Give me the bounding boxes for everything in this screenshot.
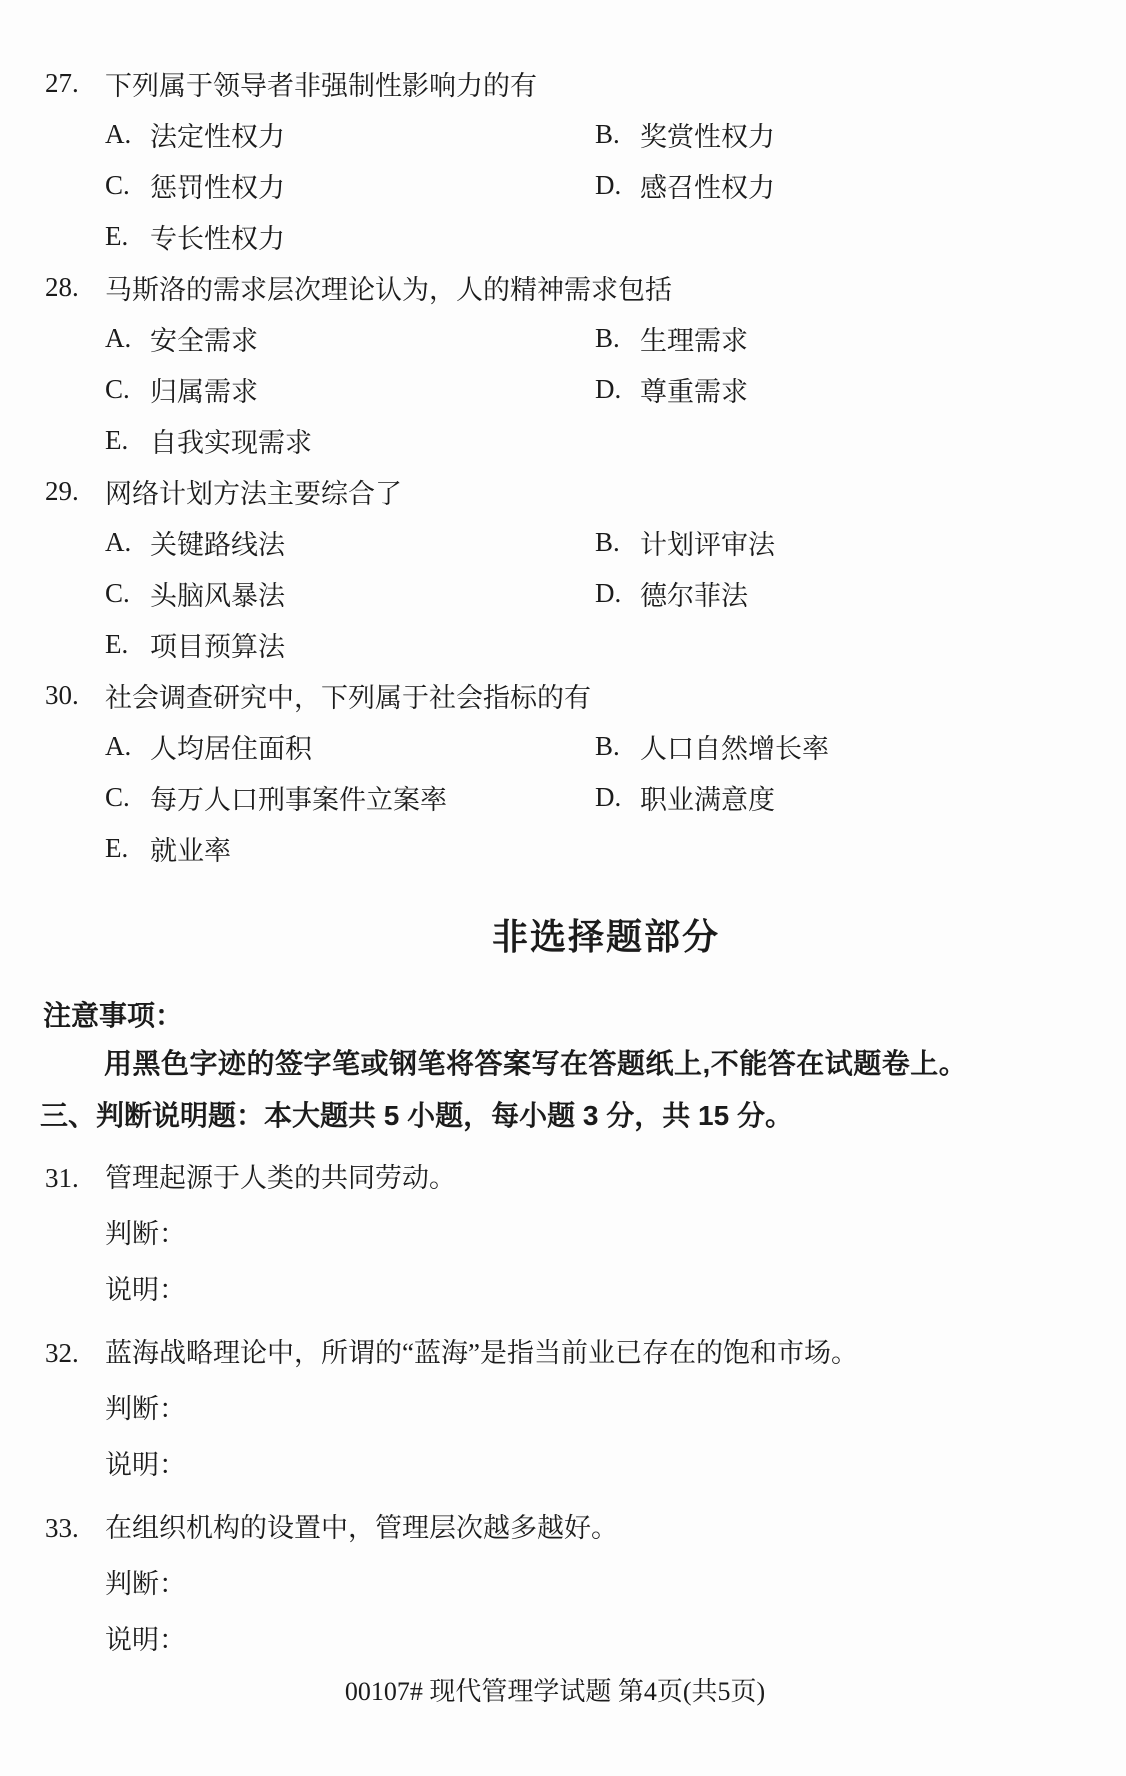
option-row bbox=[0, 109, 1126, 160]
option-text: 惩罚性权力 bbox=[150, 173, 285, 203]
option-text: 奖赏性权力 bbox=[640, 122, 775, 152]
question-stem: 社会调查研究中，下列属于社会指标的有 bbox=[105, 683, 591, 713]
question-stem-row bbox=[0, 1511, 1126, 1546]
option-label: E. bbox=[105, 629, 129, 659]
option-label: B. bbox=[595, 527, 620, 557]
section-heading: 非选择题部分 bbox=[491, 916, 720, 957]
option-c bbox=[105, 574, 595, 613]
question-number: 31. bbox=[45, 1163, 79, 1193]
question-stem: 蓝海战略理论中，所谓的“蓝海”是指当前业已存在的饱和市场。 bbox=[105, 1338, 858, 1368]
question-33 bbox=[0, 1511, 1126, 1658]
option-d bbox=[595, 370, 748, 409]
option-text: 归属需求 bbox=[150, 377, 258, 407]
option-text: 人口自然增长率 bbox=[640, 734, 829, 764]
question-30 bbox=[0, 670, 1126, 874]
option-label: C. bbox=[105, 782, 130, 812]
question-stem-row bbox=[0, 466, 1126, 517]
option-b bbox=[595, 523, 775, 562]
question-32 bbox=[0, 1336, 1126, 1483]
option-a bbox=[105, 115, 595, 154]
option-a bbox=[105, 727, 595, 766]
option-row bbox=[0, 721, 1126, 772]
question-stem-row bbox=[0, 1161, 1126, 1196]
question-number: 27. bbox=[45, 68, 79, 98]
question-27 bbox=[0, 58, 1126, 262]
option-text: 尊重需求 bbox=[640, 377, 748, 407]
option-label: D. bbox=[595, 170, 622, 200]
part-heading: 三、判断说明题：本大题共 5 小题，每小题 3 分，共 15 分。 bbox=[40, 1100, 793, 1131]
option-label: C. bbox=[105, 578, 130, 608]
option-text: 项目预算法 bbox=[150, 632, 285, 662]
option-text: 就业率 bbox=[150, 836, 231, 866]
option-label: E. bbox=[105, 221, 129, 251]
option-label: C. bbox=[105, 170, 130, 200]
option-text: 安全需求 bbox=[150, 326, 258, 356]
option-text: 人均居住面积 bbox=[150, 734, 312, 764]
option-a bbox=[105, 523, 595, 562]
question-stem: 网络计划方法主要综合了 bbox=[105, 479, 402, 509]
judge-label: 判断： bbox=[105, 1219, 186, 1249]
option-b bbox=[595, 319, 748, 358]
option-label: E. bbox=[105, 425, 129, 455]
option-label: A. bbox=[105, 119, 132, 149]
option-d bbox=[595, 778, 775, 817]
option-row bbox=[0, 415, 1126, 466]
option-row bbox=[0, 313, 1126, 364]
option-b bbox=[595, 115, 775, 154]
option-label: B. bbox=[595, 323, 620, 353]
option-row bbox=[0, 568, 1126, 619]
option-label: A. bbox=[105, 527, 132, 557]
option-text: 法定性权力 bbox=[150, 122, 285, 152]
option-text: 自我实现需求 bbox=[150, 428, 312, 458]
option-d bbox=[595, 574, 748, 613]
option-c bbox=[105, 778, 595, 817]
question-stem: 管理起源于人类的共同劳动。 bbox=[105, 1163, 456, 1193]
option-text: 计划评审法 bbox=[640, 530, 775, 560]
option-label: C. bbox=[105, 374, 130, 404]
question-stem-row bbox=[0, 58, 1126, 109]
option-text: 关键路线法 bbox=[150, 530, 285, 560]
option-label: B. bbox=[595, 731, 620, 761]
question-number: 33. bbox=[45, 1513, 79, 1543]
question-stem-row bbox=[0, 670, 1126, 721]
question-stem: 在组织机构的设置中，管理层次越多越好。 bbox=[105, 1513, 618, 1543]
option-row bbox=[0, 823, 1126, 874]
option-text: 头脑风暴法 bbox=[150, 581, 285, 611]
option-text: 德尔菲法 bbox=[640, 581, 748, 611]
option-row bbox=[0, 160, 1126, 211]
judge-label: 判断： bbox=[105, 1569, 186, 1599]
notice-title: 注意事项： bbox=[43, 1000, 184, 1031]
question-number: 28. bbox=[45, 272, 79, 302]
question-number: 29. bbox=[45, 476, 79, 506]
option-label: E. bbox=[105, 833, 129, 863]
question-number: 30. bbox=[45, 680, 79, 710]
option-text: 职业满意度 bbox=[640, 785, 775, 815]
option-row bbox=[0, 211, 1126, 262]
notice-body: 用黑色字迹的签字笔或钢笔将答案写在答题纸上,不能答在试题卷上。 bbox=[104, 1048, 968, 1079]
option-e bbox=[105, 421, 312, 460]
non-selection-section bbox=[0, 914, 1126, 1658]
option-row bbox=[0, 364, 1126, 415]
option-label: D. bbox=[595, 374, 622, 404]
option-d bbox=[595, 166, 775, 205]
option-text: 生理需求 bbox=[640, 326, 748, 356]
question-31 bbox=[0, 1161, 1126, 1308]
option-row bbox=[0, 619, 1126, 670]
question-29 bbox=[0, 466, 1126, 670]
page-footer: 00107# 现代管理学试题 第4页(共5页) bbox=[344, 1677, 766, 1706]
option-c bbox=[105, 370, 595, 409]
multiple-choice-section bbox=[0, 0, 1126, 874]
explain-label: 说明： bbox=[105, 1275, 186, 1305]
option-text: 专长性权力 bbox=[150, 224, 285, 254]
explain-label: 说明： bbox=[105, 1625, 186, 1655]
question-stem-row bbox=[0, 1336, 1126, 1371]
question-stem-row bbox=[0, 262, 1126, 313]
judge-label: 判断： bbox=[105, 1394, 186, 1424]
option-text: 每万人口刑事案件立案率 bbox=[150, 785, 447, 815]
explain-label: 说明： bbox=[105, 1450, 186, 1480]
option-label: B. bbox=[595, 119, 620, 149]
question-number: 32. bbox=[45, 1338, 79, 1368]
option-c bbox=[105, 166, 595, 205]
option-a bbox=[105, 319, 595, 358]
option-row bbox=[0, 517, 1126, 568]
option-b bbox=[595, 727, 829, 766]
question-stem: 下列属于领导者非强制性影响力的有 bbox=[105, 71, 537, 101]
option-e bbox=[105, 829, 231, 868]
option-text: 感召性权力 bbox=[640, 173, 775, 203]
question-28 bbox=[0, 262, 1126, 466]
option-label: D. bbox=[595, 578, 622, 608]
option-label: D. bbox=[595, 782, 622, 812]
option-label: A. bbox=[105, 323, 132, 353]
option-row bbox=[0, 772, 1126, 823]
option-e bbox=[105, 217, 285, 256]
option-label: A. bbox=[105, 731, 132, 761]
option-e bbox=[105, 625, 285, 664]
question-stem: 马斯洛的需求层次理论认为，人的精神需求包括 bbox=[105, 275, 672, 305]
